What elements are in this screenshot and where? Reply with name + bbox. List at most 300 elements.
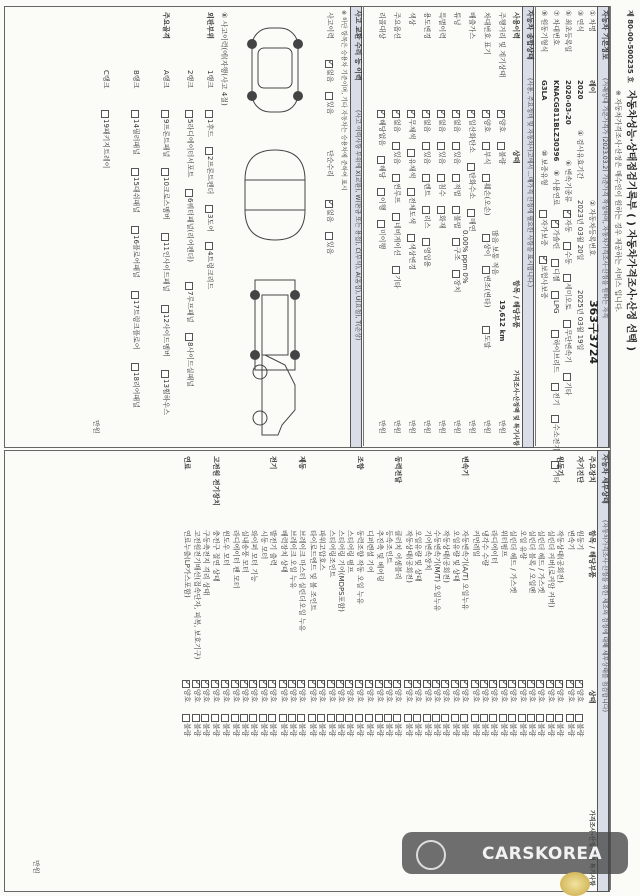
overall-row-checkbox[interactable] — [497, 110, 505, 118]
detail-state-good[interactable] — [365, 680, 373, 688]
overall-row-checkbox[interactable] — [422, 206, 430, 214]
detail-state-label: 불량 — [509, 723, 518, 737]
overall-row-option: 영업용 — [423, 247, 431, 268]
detail-state-good[interactable] — [308, 680, 316, 688]
detail-state-label: 불량 — [308, 723, 317, 737]
overall-row-option: 해당없음 — [378, 119, 386, 147]
transmission-option: 기타 — [564, 382, 572, 396]
overall-row-option: 있음 — [423, 151, 431, 165]
detail-state-label: 불량 — [202, 723, 211, 737]
overall-row-checkbox[interactable] — [422, 110, 430, 118]
overall-note: (사용, 주요정비 및 자동차사고에서 ...매가격 산정에 필요한 사항을 표시합니다.) — [526, 78, 533, 288]
overall-row-checkbox[interactable] — [422, 174, 430, 182]
detail-state-bad[interactable] — [345, 714, 353, 722]
vin-label: ⑦ 차대번호 — [552, 10, 560, 46]
overall-row-option: 적법 — [453, 183, 461, 197]
detail-state-bad[interactable] — [231, 714, 239, 722]
detail-state-good[interactable] — [546, 680, 554, 688]
detail-state-good[interactable] — [288, 680, 296, 688]
overall-row-checkbox[interactable] — [482, 326, 490, 334]
fuel-option: 하이브리드 — [552, 339, 560, 373]
detail-state-bad[interactable] — [192, 714, 200, 722]
detail-state-good[interactable] — [211, 680, 219, 688]
warranty-option: 자가보증 — [540, 219, 548, 247]
warranty-checkbox[interactable] — [539, 210, 547, 218]
part-checkbox[interactable] — [161, 305, 169, 313]
logo-text: CARSKOREA — [482, 844, 603, 864]
detail-state-bad[interactable] — [536, 714, 544, 722]
detail-state-bad[interactable] — [221, 714, 229, 722]
part-checkbox[interactable] — [161, 370, 169, 378]
detail-state-good[interactable] — [375, 680, 383, 688]
part-checkbox[interactable] — [205, 147, 213, 155]
overall-row-option: 이행 — [378, 197, 386, 211]
detail-col-state: 상태 — [588, 690, 596, 704]
accident-checkbox[interactable] — [325, 60, 333, 68]
detail-state-label: 불량 — [250, 723, 259, 737]
detail-state-good[interactable] — [499, 680, 507, 688]
detail-state-label: 양호 — [289, 689, 297, 703]
detail-state-bad[interactable] — [317, 714, 325, 722]
detail-state-good[interactable] — [518, 680, 526, 688]
detail-item-label: 자동변속기(A/T) 오일누유 — [461, 530, 470, 610]
document-title: 자동차성능·상태점검기록부 ( ) 자동차가격조사·산정 선택 ) — [625, 90, 636, 351]
detail-state-label: 불량 — [337, 723, 345, 737]
overall-row-unit: 만원 — [483, 420, 491, 434]
detail-item-label: 충전구 절연 상태 — [211, 530, 220, 582]
detail-state-good[interactable] — [327, 680, 335, 688]
overall-row-checkbox[interactable] — [437, 110, 445, 118]
detail-state-good[interactable] — [480, 680, 488, 688]
overall-row-unit: 만원 — [453, 420, 461, 434]
fuel-label: ⑧ 사용연료 — [552, 170, 560, 206]
detail-state-good[interactable] — [460, 680, 468, 688]
detail-state-label: 양호 — [337, 689, 345, 703]
overall-row-option: 상이 — [483, 243, 491, 257]
accident-title: 사고 교환 수리 등 이력 — [354, 10, 362, 81]
part-checkbox[interactable] — [131, 168, 139, 176]
overall-row-checkbox[interactable] — [482, 174, 490, 182]
detail-state-label: 양호 — [461, 689, 470, 703]
overall-row-checkbox[interactable] — [482, 110, 490, 118]
detail-group-name: 동력전달 — [394, 456, 403, 484]
detail-state-bad[interactable] — [413, 714, 421, 722]
detail-unit: 만원 — [32, 860, 40, 874]
detail-state-bad[interactable] — [441, 714, 449, 722]
part-checkbox[interactable] — [185, 189, 193, 197]
overall-row-checkbox[interactable] — [377, 188, 385, 196]
detail-state-good[interactable] — [240, 680, 248, 688]
overall-row-option: 전체도색 — [408, 197, 416, 225]
detail-state-label: 양호 — [308, 689, 317, 703]
detail-state-good[interactable] — [393, 680, 401, 688]
overall-row-unit: 만원 — [438, 420, 446, 434]
detail-state-bad[interactable] — [259, 714, 267, 722]
overall-row-label: 배출가스 — [468, 12, 476, 40]
diagram-title: ⑧ 사고이력(에(자행(사고 4절) — [220, 12, 228, 106]
overall-row-checkbox[interactable] — [467, 209, 475, 217]
simple-repair-checkbox[interactable] — [325, 232, 333, 240]
detail-state-label: 불량 — [182, 723, 191, 737]
overall-col-note: 항목 / 해당부품 — [512, 280, 520, 329]
detail-state-label: 불량 — [318, 723, 327, 737]
overall-row-checkbox[interactable] — [422, 142, 430, 150]
overall-row-option: 네비게이션 — [393, 222, 401, 256]
detail-state-good[interactable] — [527, 680, 535, 688]
detail-state-good[interactable] — [221, 680, 229, 688]
detail-state-label: 양호 — [298, 689, 307, 703]
detail-state-bad[interactable] — [336, 714, 344, 722]
overall-row-unit: 만원 — [393, 420, 401, 434]
overall-row-checkbox[interactable] — [437, 206, 445, 214]
overall-row-option: 렌트 — [423, 183, 431, 197]
part-label: 16플로어패널 — [132, 235, 140, 278]
part-label: 15대쉬패널 — [132, 177, 140, 213]
overall-row-checkbox[interactable] — [407, 110, 415, 118]
detail-state-bad[interactable] — [480, 714, 488, 722]
overall-row-checkbox[interactable] — [437, 142, 445, 150]
detail-state-good[interactable] — [268, 680, 276, 688]
detail-state-bad[interactable] — [527, 714, 535, 722]
detail-state-label: 양호 — [566, 689, 575, 703]
detail-state-label: 양호 — [394, 689, 403, 703]
first-reg-date: 2020-03-20 — [564, 80, 572, 125]
detail-state-good[interactable] — [355, 680, 363, 688]
detail-state-label: 불량 — [385, 723, 393, 737]
detail-state-bad[interactable] — [365, 714, 373, 722]
overall-row-checkbox[interactable] — [452, 238, 460, 246]
overall-row-option: 해당 — [378, 165, 386, 179]
detail-state-label: 양호 — [481, 689, 489, 703]
detail-state-good[interactable] — [441, 680, 449, 688]
transmission-option: 무단변속기 — [564, 329, 572, 363]
detail-state-good[interactable] — [297, 680, 305, 688]
overall-row-checkbox[interactable] — [377, 156, 385, 164]
detail-state-label: 불량 — [442, 723, 451, 737]
detail-state-good[interactable] — [192, 680, 200, 688]
fuel-checkbox[interactable] — [551, 220, 559, 228]
car-top-view-icon — [240, 20, 310, 120]
detail-state-bad[interactable] — [432, 714, 440, 722]
detail-item-label: 시동 모터 — [259, 530, 268, 560]
overall-row-checkbox[interactable] — [437, 174, 445, 182]
part-checkbox[interactable] — [131, 226, 139, 234]
detail-item-label: 추진축 및 베어링 — [375, 530, 384, 582]
overall-row-checkbox[interactable] — [482, 266, 490, 274]
detail-state-label: 불량 — [355, 723, 364, 737]
detail-state-bad[interactable] — [566, 714, 574, 722]
detail-state-bad[interactable] — [393, 714, 401, 722]
part-label: 11인사이드패널 — [162, 242, 170, 292]
detail-group-name: 전기 — [269, 456, 278, 470]
overall-row-checkbox[interactable] — [377, 220, 385, 228]
overall-row-option: 도말 — [483, 335, 491, 349]
detail-item-label: 냉각수 수량 — [481, 530, 489, 567]
detail-item-label: 동력조향 작동 오일 누유 — [355, 530, 364, 605]
overall-row-checkbox[interactable] — [392, 266, 400, 274]
detail-state-label: 불량 — [298, 723, 307, 737]
part-checkbox[interactable] — [161, 233, 169, 241]
fuel-checkbox[interactable] — [551, 259, 559, 267]
detail-item-label: 실린더 커버(로커암 커버) — [546, 530, 555, 608]
overall-row-checkbox[interactable] — [407, 188, 415, 196]
detail-item-label: 파워고압호스 — [318, 530, 327, 571]
overall-row-option: 훼손(오손) — [483, 183, 491, 216]
detail-state-good[interactable] — [575, 680, 583, 688]
detail-state-bad[interactable] — [182, 714, 190, 722]
accident-option: 있음 — [326, 101, 334, 115]
overall-row-checkbox[interactable] — [392, 174, 400, 182]
overall-row-checkbox[interactable] — [482, 234, 490, 242]
detail-state-bad[interactable] — [460, 714, 468, 722]
detail-state-good[interactable] — [413, 680, 421, 688]
overall-row-checkbox[interactable] — [452, 142, 460, 150]
detail-item-label: 발전기 출력 — [269, 530, 278, 567]
overall-row-label: 특별이력 — [438, 12, 446, 40]
detail-state-good[interactable] — [404, 680, 412, 688]
overall-row-checkbox[interactable] — [452, 110, 460, 118]
overall-row-checkbox[interactable] — [452, 270, 460, 278]
detail-state-good[interactable] — [201, 680, 209, 688]
overall-row-checkbox[interactable] — [452, 206, 460, 214]
detail-state-label: 양호 — [423, 689, 432, 703]
overall-row-checkbox[interactable] — [392, 110, 400, 118]
overall-row-checkbox[interactable] — [482, 142, 490, 150]
transmission-option: 세미오토 — [564, 283, 572, 311]
fuel-checkbox[interactable] — [551, 330, 559, 338]
detail-state-bad[interactable] — [404, 714, 412, 722]
part-checkbox[interactable] — [131, 291, 139, 299]
part-label: 8사이드실패널 — [186, 342, 194, 388]
part-checkbox[interactable] — [161, 168, 169, 176]
detail-state-good[interactable] — [384, 680, 392, 688]
detail-state-bad[interactable] — [201, 714, 209, 722]
detail-state-label: 불량 — [518, 723, 527, 737]
detail-state-bad[interactable] — [423, 714, 431, 722]
detail-state-label: 불량 — [327, 723, 336, 737]
detail-item-label: 고전원전기배선(접속단자, 피복, 보호기구) — [193, 530, 201, 660]
detail-state-label: 양호 — [355, 689, 364, 703]
reg-no: 363구3724 — [587, 300, 600, 365]
detail-state-label: 양호 — [231, 689, 240, 703]
detail-state-label: 양호 — [442, 689, 451, 703]
detail-state-label: 양호 — [327, 689, 336, 703]
detail-state-bad[interactable] — [288, 714, 296, 722]
detail-state-label: 불량 — [211, 723, 220, 737]
detail-item-label: 작동상태(공회전) — [404, 530, 413, 583]
detail-state-label: 양호 — [499, 689, 508, 703]
detail-item-label: 오일유량 및 상태 — [451, 530, 460, 582]
overall-row-label: 주요옵션 — [393, 12, 401, 40]
detail-state-bad[interactable] — [575, 714, 583, 722]
right-panel — [4, 450, 610, 892]
detail-state-label: 불량 — [451, 723, 460, 737]
accident-option: 없음 — [326, 69, 334, 83]
detail-state-label: 불량 — [566, 723, 575, 737]
detail-state-label: 양호 — [318, 689, 327, 703]
part-checkbox[interactable] — [131, 363, 139, 371]
detail-state-label: 양호 — [433, 689, 441, 703]
accident-label: 사고이력 — [326, 12, 334, 40]
detail-state-bad[interactable] — [279, 714, 287, 722]
detail-state-good[interactable] — [336, 680, 344, 688]
detail-state-bad[interactable] — [508, 714, 516, 722]
detail-state-bad[interactable] — [471, 714, 479, 722]
part-label: 3도어 — [206, 214, 214, 232]
overall-row-checkbox[interactable] — [377, 110, 385, 118]
part-checkbox[interactable] — [101, 110, 109, 118]
detail-state-bad[interactable] — [297, 714, 305, 722]
detail-state-label: 불량 — [576, 723, 584, 737]
transmission-checkbox[interactable] — [563, 274, 571, 282]
part-checkbox[interactable] — [205, 110, 213, 118]
fuel-checkbox[interactable] — [551, 383, 559, 391]
overall-row-option: 무채색 — [408, 119, 416, 140]
detail-state-bad[interactable] — [489, 714, 497, 722]
fuel-checkbox[interactable] — [551, 291, 559, 299]
detail-state-label: 불량 — [556, 723, 565, 737]
detail-state-good[interactable] — [423, 680, 431, 688]
overall-row-option: 매연 — [468, 218, 476, 232]
accident-checkbox[interactable] — [325, 92, 333, 100]
detail-item-label: 라디에이터 — [490, 530, 499, 564]
detail-state-label: 양호 — [375, 689, 384, 703]
detail-state-good[interactable] — [259, 680, 267, 688]
detail-state-good[interactable] — [451, 680, 459, 688]
part-label: 1후드 — [206, 119, 214, 137]
detail-state-label: 불량 — [231, 723, 240, 737]
part-checkbox[interactable] — [185, 110, 193, 118]
part-label: 10크로스멤버 — [162, 177, 170, 220]
part-checkbox[interactable] — [161, 110, 169, 118]
detail-state-bad[interactable] — [327, 714, 335, 722]
detail-state-bad[interactable] — [240, 714, 248, 722]
transmission-checkbox[interactable] — [563, 373, 571, 381]
detail-state-good[interactable] — [231, 680, 239, 688]
part-label: 6쿼터패널(리어펜더) — [186, 198, 194, 263]
overall-row-checkbox[interactable] — [452, 174, 460, 182]
detail-state-good[interactable] — [249, 680, 257, 688]
overall-row-checkbox[interactable] — [467, 163, 475, 171]
detail-state-bad[interactable] — [499, 714, 507, 722]
detail-state-label: 양호 — [279, 689, 288, 703]
detail-state-bad[interactable] — [308, 714, 316, 722]
detail-state-good[interactable] — [555, 680, 563, 688]
detail-state-bad[interactable] — [355, 714, 363, 722]
detail-state-bad[interactable] — [249, 714, 257, 722]
detail-state-good[interactable] — [279, 680, 287, 688]
overall-row-checkbox[interactable] — [392, 142, 400, 150]
overall-row-option: 없음 — [393, 119, 401, 133]
detail-state-label: 양호 — [241, 689, 249, 703]
detail-state-bad[interactable] — [546, 714, 554, 722]
overall-row-extra: 0.00% ppm 0% — [461, 230, 469, 284]
detail-state-bad[interactable] — [211, 714, 219, 722]
part-checkbox[interactable] — [205, 205, 213, 213]
overall-row-option: 있음 — [438, 151, 446, 165]
overall-row-checkbox[interactable] — [392, 213, 400, 221]
detail-item-label: 원동기 — [576, 530, 584, 551]
fuel-checkbox[interactable] — [551, 415, 559, 423]
simple-repair-checkbox[interactable] — [325, 200, 333, 208]
detail-group-name: 변속기 — [461, 456, 470, 477]
overall-row-checkbox[interactable] — [407, 234, 415, 242]
detail-state-good[interactable] — [182, 680, 190, 688]
year: 2020 — [576, 80, 584, 100]
overall-row-checkbox[interactable] — [497, 142, 505, 150]
trans-label: ⑥ 변속기종류 — [564, 160, 572, 203]
detail-state-good[interactable] — [432, 680, 440, 688]
detail-state-bad[interactable] — [384, 714, 392, 722]
car-wheel-icon — [416, 840, 446, 870]
detail-state-bad[interactable] — [518, 714, 526, 722]
transmission-checkbox[interactable] — [563, 210, 571, 218]
detail-state-bad[interactable] — [375, 714, 383, 722]
detail-state-label: 불량 — [289, 723, 297, 737]
detail-state-bad[interactable] — [555, 714, 563, 722]
overall-row-option: 없음 — [453, 119, 461, 133]
overall-row-option: 부식 — [483, 151, 491, 165]
motor-type: G3LA — [540, 80, 548, 101]
detail-state-bad[interactable] — [268, 714, 276, 722]
part-checkbox[interactable] — [131, 110, 139, 118]
detail-item-label: 윈도우 모터 — [222, 530, 231, 567]
fuel-option: 디젤 — [552, 268, 560, 282]
detail-state-label: 불량 — [490, 723, 499, 737]
detail-state-good[interactable] — [317, 680, 325, 688]
detail-state-good[interactable] — [566, 680, 574, 688]
warranty-checkbox[interactable] — [539, 256, 547, 264]
detail-group-name: 조향 — [355, 456, 364, 470]
detail-item-label: 스티어링조인트 — [327, 530, 336, 578]
detail-state-good[interactable] — [471, 680, 479, 688]
detail-item-label: 라디에이터 팬 모터 — [231, 530, 240, 589]
detail-state-label: 양호 — [546, 689, 555, 703]
detail-item-label: 와이퍼 모터 기능 — [250, 530, 259, 582]
detail-state-bad[interactable] — [451, 714, 459, 722]
overall-col-state: 상태 — [512, 150, 520, 164]
detail-state-label: 불량 — [461, 723, 470, 737]
part-checkbox[interactable] — [185, 282, 193, 290]
overall-row-option: 유채색 — [408, 158, 416, 179]
detail-state-good[interactable] — [536, 680, 544, 688]
detail-state-good[interactable] — [508, 680, 516, 688]
overall-row-checkbox[interactable] — [467, 110, 475, 118]
transmission-checkbox[interactable] — [563, 242, 571, 250]
detail-state-label: 양호 — [576, 689, 584, 703]
overall-row-label: 주행거리 및 계기상태 — [498, 12, 506, 78]
detail-item-label: 작동상태(공회전) — [556, 530, 565, 583]
overall-row-option: 구조 — [453, 247, 461, 261]
detail-state-label: 양호 — [250, 689, 259, 703]
detail-item-label: 등속조인트 — [385, 530, 393, 564]
part-checkbox[interactable] — [185, 333, 193, 341]
detail-state-label: 불량 — [423, 723, 432, 737]
detail-state-label: 불량 — [259, 723, 268, 737]
detail-state-label: 불량 — [537, 723, 546, 737]
part-label: 17트렁크플로어 — [132, 300, 140, 350]
overall-row-checkbox[interactable] — [422, 238, 430, 246]
detail-state-label: 불량 — [528, 723, 536, 737]
stamp-seal — [560, 872, 590, 896]
overall-row-checkbox[interactable] — [407, 149, 415, 157]
detail-state-good[interactable] — [345, 680, 353, 688]
detail-state-label: 불량 — [241, 723, 249, 737]
detail-item-label: 스티어링 펌프 — [346, 530, 355, 573]
transmission-checkbox[interactable] — [563, 320, 571, 328]
detail-state-good[interactable] — [489, 680, 497, 688]
part-checkbox[interactable] — [205, 242, 213, 250]
